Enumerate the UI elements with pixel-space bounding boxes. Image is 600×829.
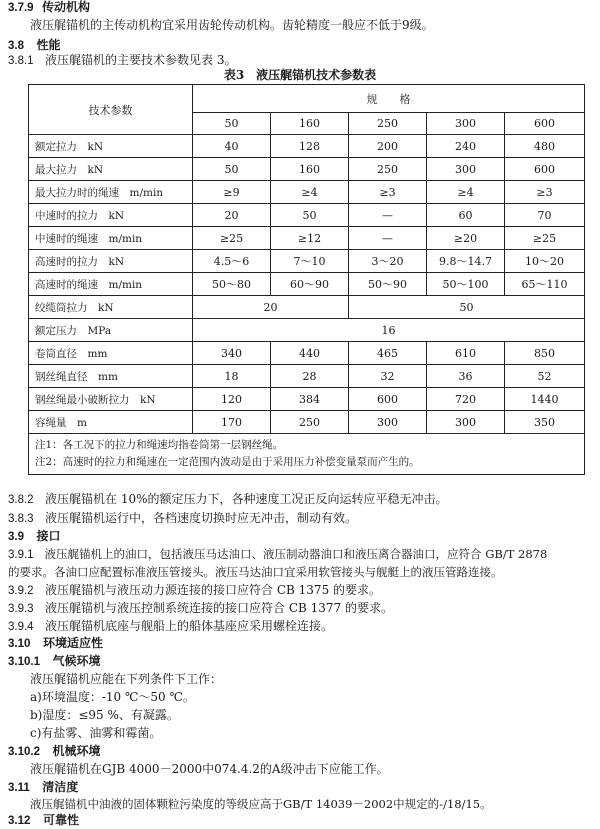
climate-item-b: b)湿度：≤95 %、有凝露。 [30, 708, 179, 722]
section-number: 3.8.1 [8, 55, 34, 67]
table-cell: ≥3 [505, 181, 585, 204]
section-3-8-2 [8, 491, 448, 508]
section-number: 3.11 [8, 782, 30, 794]
row-label: 容绳量 m [29, 411, 193, 434]
section-body: 液压艉锚机在 10%的额定压力下，各种速度工况正反向运转应平稳无冲击。 [45, 492, 448, 506]
section-3-11-heading [8, 779, 78, 796]
table-cell: ≥25 [193, 227, 271, 250]
section-number: 3.8.3 [8, 513, 34, 525]
section-3-11-body: 液压艉锚机中油液的固体颗粒污染度的等级应高于GB/T 14039－2002中规定的-/18/15。 [30, 797, 492, 811]
table-row [29, 388, 585, 411]
section-title: 可靠性 [42, 813, 79, 827]
table-cell: ≥9 [193, 181, 271, 204]
section-title: 接口 [36, 529, 61, 543]
section-body: 液压艉锚机与液压控制系统连接的接口应符合 CB 1377 的要求。 [45, 601, 394, 615]
table-cell: ≥25 [505, 227, 585, 250]
section-body: 液压艉锚机运行中，各档速度切换时应无冲击，制动有效。 [45, 511, 358, 525]
table-row [29, 342, 585, 365]
table-cell: 465 [349, 342, 427, 365]
section-3-9-2 [8, 582, 381, 599]
section-title: 传动机构 [41, 0, 90, 14]
row-label: 钢丝绳直径 mm [29, 365, 193, 388]
table-cell: 50～100 [427, 273, 505, 296]
table-cell: 610 [427, 342, 505, 365]
table-cell: 3～20 [349, 250, 427, 273]
section-3-9-4 [8, 618, 333, 635]
table-row [29, 273, 585, 296]
table-cell: 4.5～6 [193, 250, 271, 273]
table-row [29, 158, 585, 181]
climate-intro: 液压艉锚机应能在下列条件下工作： [30, 672, 223, 686]
table-row [29, 319, 585, 342]
section-3-10-2-heading [8, 743, 101, 760]
row-label: 额定拉力 kN [29, 135, 193, 158]
table-cell: 7～10 [271, 250, 349, 273]
table-notes [29, 434, 585, 475]
table-cell: 160 [271, 158, 349, 181]
section-title: 气候环境 [52, 654, 101, 668]
table-cell: 70 [505, 204, 585, 227]
table-cell: 600 [505, 158, 585, 181]
section-3-10-heading [8, 635, 103, 652]
table-cell: 20 [193, 296, 349, 319]
param-header: 技术参数 [29, 85, 193, 135]
table-cell: ≥12 [271, 227, 349, 250]
table-cell: 40 [193, 135, 271, 158]
table-cell: 340 [193, 342, 271, 365]
table-cell: ≥3 [349, 181, 427, 204]
table-note-2: 注2：高速时的拉力和绳速在一定范围内波动是由于采用压力补偿变量泵而产生的。 [35, 456, 420, 468]
table-cell: 440 [271, 342, 349, 365]
table-cell: 18 [193, 365, 271, 388]
section-title: 机械环境 [52, 744, 101, 758]
section-3-9-3 [8, 600, 393, 617]
section-body: 液压艉锚机与液压动力源连接的接口应符合 CB 1375 的要求。 [45, 583, 382, 597]
table-cell: 20 [193, 204, 271, 227]
section-3-12-heading [8, 812, 79, 829]
section-number: 3.9.2 [8, 585, 34, 597]
section-3-8-3 [8, 510, 357, 527]
row-label: 最大拉力 kN [29, 158, 193, 181]
table-cell: 36 [427, 365, 505, 388]
table-cell: 10～20 [505, 250, 585, 273]
table-cell: 28 [271, 365, 349, 388]
section-number: 3.9.1 [8, 549, 34, 561]
size-header: 600 [505, 113, 585, 135]
table-cell: 350 [505, 411, 585, 434]
table-notes-row [29, 434, 585, 475]
table-cell: 50～90 [349, 273, 427, 296]
table-row [29, 227, 585, 250]
section-body: 液压艉锚机底座与舰船上的船体基座应采用螺栓连接。 [45, 619, 334, 633]
section-3-9-heading [8, 528, 61, 545]
table-cell: 384 [271, 388, 349, 411]
section-number: 3.10.1 [8, 656, 40, 668]
table-cell: 65～110 [505, 273, 585, 296]
climate-item-a: a)环境温度：-10 ℃～50 ℃。 [30, 690, 195, 704]
table-row [29, 135, 585, 158]
section-body: 液压艉锚机上的油口，包括液压马达油口、液压制动器油口和液压离合器油口，应符合 GB/T 2878 [44, 547, 548, 561]
section-3-7-9-heading [8, 0, 90, 16]
section-number: 3.7.9 [8, 2, 34, 14]
table-cell: 250 [349, 158, 427, 181]
section-number: 3.9.3 [8, 603, 34, 615]
row-label: 钢丝绳最小破断拉力 kN [29, 388, 193, 411]
spec-header: 规 格 [193, 85, 585, 113]
row-label: 绞缆筒拉力 kN [29, 296, 193, 319]
section-number: 3.8 [8, 40, 24, 52]
table-cell: 850 [505, 342, 585, 365]
row-label: 高速时的拉力 kN [29, 250, 193, 273]
table-cell: 9.8～14.7 [427, 250, 505, 273]
table-cell: 170 [193, 411, 271, 434]
section-number: 3.10 [8, 638, 31, 650]
table-cell: 300 [349, 411, 427, 434]
section-body: 液压艉锚机的主要技术参数见表 3。 [45, 53, 237, 67]
table-cell: 52 [505, 365, 585, 388]
table-cell: 128 [271, 135, 349, 158]
table-row [29, 204, 585, 227]
section-title: 清洁度 [42, 780, 79, 794]
table-cell: 16 [193, 319, 585, 342]
row-label: 中速时的拉力 kN [29, 204, 193, 227]
table-cell: 600 [349, 388, 427, 411]
table-cell: 32 [349, 365, 427, 388]
table-cell: ≥4 [427, 181, 505, 204]
section-number: 3.8.2 [8, 494, 34, 506]
table-row [29, 181, 585, 204]
section-3-10-2-body: 液压艉锚机在GJB 4000－2000中074.4.2的A级冲击下应能工作。 [30, 762, 389, 776]
size-header: 300 [427, 113, 505, 135]
table-cell: 1440 [505, 388, 585, 411]
table-row [29, 411, 585, 434]
table-cell: 50 [193, 158, 271, 181]
table-cell: 240 [427, 135, 505, 158]
section-number: 3.10.2 [8, 746, 40, 758]
table-caption: 表3 液压艉锚机技术参数表 [223, 68, 377, 82]
climate-item-c: c)有盐雾、油雾和霉菌。 [30, 726, 162, 740]
row-label: 卷筒直径 mm [29, 342, 193, 365]
section-number: 3.9 [8, 531, 24, 543]
section-title: 环境适应性 [42, 636, 103, 650]
row-label: 额定压力 MPa [29, 319, 193, 342]
section-3-7-9-body: 液压艉锚机的主传动机构宜采用齿轮传动机构。齿轮精度一般应不低于9级。 [30, 18, 434, 32]
section-3-9-1-line2: 的要求。各油口应配置标准液压管接头。液压马达油口宜采用软管接头与舰艇上的液压管路连接。 [8, 565, 503, 579]
section-number: 3.12 [8, 815, 31, 827]
size-header: 160 [271, 113, 349, 135]
size-header: 50 [193, 113, 271, 135]
table-header-row [29, 85, 585, 113]
table-cell: 120 [193, 388, 271, 411]
table-cell: 720 [427, 388, 505, 411]
table-cell: 480 [505, 135, 585, 158]
spec-table [28, 84, 585, 475]
section-3-10-1-heading [8, 653, 101, 670]
row-label: 中速时的绳速 m/min [29, 227, 193, 250]
table-cell: ≥4 [271, 181, 349, 204]
table-note-1: 注1：各工况下的拉力和绳速均指卷筒第一层钢丝绳。 [35, 439, 284, 451]
table-cell: 50 [271, 204, 349, 227]
table-cell: 60 [427, 204, 505, 227]
table-cell: 60～90 [271, 273, 349, 296]
table-row [29, 296, 585, 319]
table-cell: 250 [271, 411, 349, 434]
table-row [29, 250, 585, 273]
row-label: 高速时的绳速 m/min [29, 273, 193, 296]
table-cell: 200 [349, 135, 427, 158]
row-label: 最大拉力时的绳速 m/min [29, 181, 193, 204]
table-cell: 300 [427, 411, 505, 434]
table-cell: 50 [349, 296, 585, 319]
section-number: 3.9.4 [8, 621, 34, 633]
size-header: 250 [349, 113, 427, 135]
table-cell: — [349, 227, 427, 250]
section-3-9-1-line1 [8, 546, 547, 563]
section-title: 性能 [36, 38, 61, 52]
table-cell: 300 [427, 158, 505, 181]
table-row [29, 365, 585, 388]
table-cell: 50～80 [193, 273, 271, 296]
table-cell: ≥20 [427, 227, 505, 250]
table-cell: — [349, 204, 427, 227]
